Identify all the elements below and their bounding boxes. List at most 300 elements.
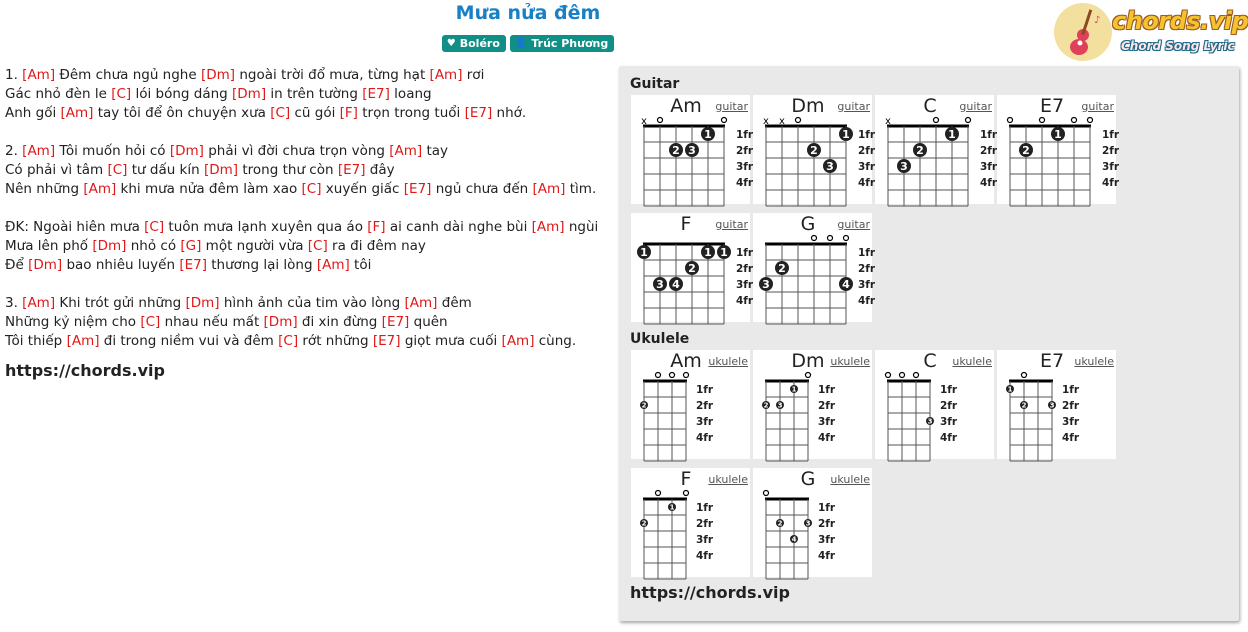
lyric-text: nhớ. [492,105,527,121]
lyric-text: Để [5,257,29,273]
chord-link[interactable]: [E7] [403,181,432,197]
open-string-marker [670,373,675,378]
finger-dot [1048,401,1056,410]
lyric-text: nhỏ có [126,238,181,254]
finger-dot [653,277,667,291]
finger-dot [1019,143,1033,157]
lyric-text: tìm. [565,181,597,197]
fret-label: 3fr [696,534,714,546]
fret-label: 2fr [818,518,836,530]
guitar-chord-am[interactable] [631,95,754,204]
chord-diagram [631,213,754,322]
fret-label: 1fr [696,502,714,514]
open-string-marker [658,118,663,123]
chord-type-link[interactable]: guitar [715,218,748,231]
svg-text:4: 4 [791,535,797,544]
guitar-logo-icon [1054,3,1112,61]
chord-link[interactable]: [C] [301,181,322,197]
finger-dot [1006,385,1014,394]
fret-label: 2fr [736,263,754,275]
finger-dot [790,535,798,544]
artist-label: Trúc Phương [531,37,609,50]
finger-dot [776,401,784,410]
chord-link[interactable]: [F] [339,105,358,121]
lyric-text: rơi [462,67,485,83]
fret-label: 2fr [1062,400,1080,412]
lyric-text: Tôi muốn hỏi có [55,143,170,159]
fret-label: 2fr [1102,145,1120,157]
chord-link[interactable]: [C] [307,238,328,254]
lyric-text: 2. [5,143,23,159]
chord-link[interactable]: [E7] [337,162,366,178]
fret-label: 2fr [980,145,998,157]
chord-name: F [680,468,692,490]
lyric-text: tay [422,143,449,159]
open-string-marker [812,236,817,241]
svg-text:3: 3 [656,278,664,291]
fret-label: 1fr [736,247,754,259]
fret-label: 3fr [818,534,836,546]
fret-label: 2fr [696,518,714,530]
chord-diagram [875,95,998,204]
fret-label: 3fr [940,416,958,428]
lyric-text: nhau nếu mất [160,314,264,330]
finger-dot [717,245,731,259]
ukulele-chord-e7[interactable] [997,350,1116,459]
lyric-text: tư dấu kín [127,162,204,178]
open-string-marker [886,373,891,378]
lyric-text: tay tôi để ôn chuyện xưa [93,105,271,121]
chord-link[interactable]: [Am] [22,67,56,83]
open-string-marker [684,491,689,496]
fret-label: 4fr [940,432,958,444]
chord-type-link[interactable]: ukulele [830,355,870,368]
fret-label: 3fr [1102,161,1120,173]
chord-link[interactable]: [C] [270,105,291,121]
chord-name: Dm [791,95,825,117]
chord-link[interactable]: [Dm] [203,162,239,178]
svg-text:1: 1 [704,128,712,141]
fret-label: 1fr [818,502,836,514]
finger-dot [807,143,821,157]
lyric-text: ngoài trời đổ mưa, từng hạt [235,67,430,83]
open-string-marker [1072,118,1077,123]
fret-label: 2fr [736,145,754,157]
open-string-marker [722,118,727,123]
chord-type-link[interactable]: guitar [715,100,748,113]
finger-dot [685,143,699,157]
lyric-text: Anh gối [5,105,61,121]
ukulele-chord-dm[interactable] [753,350,872,459]
fret-label: 4fr [1102,177,1120,189]
song-tags [0,35,1056,52]
open-string-marker [828,236,833,241]
svg-text:4: 4 [842,278,850,291]
finger-dot [640,401,648,410]
fret-label: 3fr [858,161,876,173]
user-icon: 👤 [514,38,528,49]
finger-dot [926,417,934,426]
lyric-text: 1. [5,67,23,83]
finger-dot [640,519,648,528]
open-string-marker [1008,118,1013,123]
chord-link[interactable]: [Am] [60,105,94,121]
chord-type-link[interactable]: ukulele [830,473,870,486]
svg-text:1: 1 [842,128,850,141]
chord-link[interactable]: [Dm] [200,67,236,83]
svg-text:3: 3 [826,160,834,173]
lyric-text: xuyến giấc [321,181,404,197]
fret-label: 2fr [818,400,836,412]
svg-text:1: 1 [669,503,675,512]
chord-diagram [997,95,1120,204]
finger-dot [701,127,715,141]
genre-label: Boléro [459,37,500,50]
chord-link[interactable]: [Dm] [185,295,220,311]
fret-label: 3fr [1062,416,1080,428]
muted-string-marker: x [763,116,769,127]
lyric-text: ngủ chưa đến [431,181,533,197]
finger-dot [1020,401,1028,410]
lyric-line [5,237,610,256]
chord-link[interactable]: [Am] [532,181,566,197]
svg-text:2: 2 [810,144,818,157]
lyric-text: Có phải vì tâm [5,162,108,178]
svg-text:2: 2 [688,262,696,275]
chord-link[interactable]: [F] [367,219,386,235]
svg-text:1: 1 [948,128,956,141]
ukulele-chord-am[interactable] [631,350,750,459]
chord-link[interactable]: [C] [140,314,161,330]
ukulele-title: Ukulele [630,331,690,347]
fret-label: 4fr [736,295,754,307]
chord-name: F [680,213,692,235]
open-string-marker [656,373,661,378]
chord-type-link[interactable]: guitar [837,218,870,231]
fret-label: 4fr [736,177,754,189]
svg-text:4: 4 [672,278,680,291]
open-string-marker [900,373,905,378]
lyric-text: Những kỷ niệm cho [5,314,141,330]
finger-dot [775,261,789,275]
finger-dot [637,245,651,259]
chord-type-link[interactable]: ukulele [708,355,748,368]
fret-label: 4fr [858,177,876,189]
svg-text:♪: ♪ [1094,15,1101,26]
lyric-text: ngùi [564,219,599,235]
finger-dot [759,277,773,291]
lyric-text: 3. [5,295,23,311]
svg-text:3: 3 [900,160,908,173]
ukulele-chord-g[interactable] [753,468,872,577]
fret-label: 1fr [1062,384,1080,396]
lyric-line [5,332,610,351]
stanza-gap [5,275,610,294]
guitar-chord-e7[interactable] [997,95,1120,204]
fret-label: 3fr [980,161,998,173]
open-string-marker [1088,118,1093,123]
lyric-text: đi xin đừng [297,314,382,330]
lyric-line [5,142,610,161]
chord-link[interactable]: [E7] [179,257,207,273]
finger-dot [897,159,911,173]
lyric-line [5,256,610,275]
chord-link[interactable]: [C] [107,162,128,178]
svg-text:2: 2 [1022,144,1030,157]
chord-diagram [631,468,750,577]
chord-link[interactable]: [Am] [22,295,56,311]
chord-name: E7 [1039,350,1065,372]
svg-text:2: 2 [641,401,647,410]
lyric-text: Đêm chưa ngủ nghe [55,67,201,83]
chord-panel [619,66,1239,621]
fret-label: 2fr [696,400,714,412]
fret-label: 1fr [858,129,876,141]
svg-text:1: 1 [720,246,728,259]
lyric-text: tuôn mưa lạnh xuyên qua áo [164,219,368,235]
finger-dot [945,127,959,141]
fret-label: 2fr [858,263,876,275]
svg-text:2: 2 [672,144,680,157]
fret-label: 4fr [818,550,836,562]
chord-link[interactable]: [Dm] [263,314,298,330]
finger-dot [913,143,927,157]
artist-tag[interactable] [510,35,614,52]
svg-text:2: 2 [1021,401,1027,410]
stanza-gap [5,199,610,218]
chord-name: Am [670,95,702,117]
lyric-text: in trên tường [266,86,363,102]
svg-text:2: 2 [763,401,769,410]
fret-label: 3fr [736,279,754,291]
finger-dot [804,519,812,528]
chord-link[interactable]: [G] [180,238,202,254]
chord-link[interactable]: [Dm] [169,143,204,159]
chord-link[interactable]: [Am] [531,219,565,235]
lyric-text: trọn trong tuổi [357,105,465,121]
stanza-gap [5,123,610,142]
chord-type-link[interactable]: guitar [837,100,870,113]
fret-label: 2fr [858,145,876,157]
svg-text:3: 3 [927,417,933,426]
chord-name: C [923,95,937,117]
lyric-line [5,180,610,199]
fret-label: 1fr [818,384,836,396]
chord-diagram [753,468,872,577]
svg-text:2: 2 [777,519,783,528]
lyric-text: ĐK: Ngoài hiên mưa [5,219,145,235]
lyric-text: loang [389,86,432,102]
open-string-marker [844,236,849,241]
chord-link[interactable]: [E7] [362,86,390,102]
chord-link[interactable]: [E7] [381,314,410,330]
guitar-chord-f[interactable] [631,213,754,322]
svg-text:3: 3 [805,519,811,528]
lyric-text: quên [409,314,448,330]
lyric-line [5,66,610,85]
muted-string-marker: x [641,116,647,127]
chord-diagram [753,95,876,204]
fret-label: 4fr [1062,432,1080,444]
svg-text:2: 2 [916,144,924,157]
chord-link[interactable]: [Am] [501,333,535,349]
open-string-marker [796,118,801,123]
ukulele-chord-c[interactable] [875,350,994,459]
chord-type-link[interactable]: ukulele [708,473,748,486]
open-string-marker [806,373,811,378]
chord-link[interactable]: [C] [144,219,165,235]
chord-link[interactable]: [Dm] [28,257,63,273]
lyric-text: giọt mưa cuối [400,333,502,349]
chord-name: E7 [1039,95,1065,117]
chord-link[interactable]: [Dm] [232,86,267,102]
lyric-text: Tôi thiếp [5,333,67,349]
song-title: Mưa nửa đêm [455,2,601,24]
lyric-text: rớt những [298,333,373,349]
open-string-marker [684,373,689,378]
chord-name: Am [670,350,702,372]
muted-string-marker: x [779,116,785,127]
site-url[interactable]: https://chords.vip [5,361,165,380]
lyric-text: đi trong niềm vui và đêm [99,333,279,349]
fret-label: 4fr [696,432,714,444]
svg-text:3: 3 [1049,401,1055,410]
chord-link[interactable]: [Am] [316,257,350,273]
chord-link[interactable]: [Am] [22,143,56,159]
finger-dot [839,127,853,141]
svg-text:3: 3 [762,278,770,291]
lyric-line [5,218,610,237]
fret-label: 3fr [818,416,836,428]
muted-string-marker: x [885,116,891,127]
fret-label: 3fr [696,416,714,428]
finger-dot [685,261,699,275]
svg-text:1: 1 [791,385,797,394]
fret-label: 4fr [980,177,998,189]
genre-tag[interactable] [442,35,506,52]
ukulele-chord-f[interactable] [631,468,750,577]
chord-diagram [875,350,994,459]
lyric-text: hình ảnh của tim vào lòng [219,295,405,311]
lyric-text: Gác nhỏ đèn le [5,86,112,102]
lyric-text: đêm [437,295,472,311]
chord-name: Dm [791,350,825,372]
lyric-text: trong thư còn [238,162,338,178]
guitar-chord-g[interactable] [753,213,876,322]
guitar-chord-c[interactable] [875,95,998,204]
svg-text:1: 1 [640,246,648,259]
chord-type-link[interactable]: guitar [1081,100,1114,113]
fret-label: 4fr [696,550,714,562]
lyric-line [5,313,610,332]
lyric-text: thương lại lòng [206,257,317,273]
logo-text: chords.vip [1112,7,1248,35]
open-string-marker [934,118,939,123]
fret-label: 1fr [1102,129,1120,141]
lyric-line [5,161,610,180]
svg-text:1: 1 [1054,128,1062,141]
lyric-text: phải vì đời chưa trọn vòng [203,143,390,159]
lyric-text: Nên những [5,181,84,197]
finger-dot [762,401,770,410]
heart-icon: ♥ [446,38,456,49]
chord-type-link[interactable]: ukulele [1074,355,1114,368]
logo-subtitle: Chord Song Lyric [1121,39,1235,53]
chord-link[interactable]: [E7] [464,105,493,121]
chord-diagram [631,95,754,204]
chord-link[interactable]: [Am] [83,181,117,197]
finger-dot [823,159,837,173]
chord-link[interactable]: [C] [278,333,299,349]
lyric-text: Khi trót gửi những [55,295,186,311]
guitar-title: Guitar [630,76,680,92]
lyric-text: cùng. [534,333,577,349]
fret-label: 3fr [736,161,754,173]
chord-diagram [753,213,876,322]
chord-diagram [753,350,872,459]
fret-label: 4fr [858,295,876,307]
svg-text:3: 3 [777,401,783,410]
fret-label: 1fr [940,384,958,396]
open-string-marker [1022,373,1027,378]
site-logo[interactable] [1054,3,1248,63]
open-string-marker [764,491,769,496]
chord-link[interactable]: [Am] [66,333,100,349]
chord-type-link[interactable]: guitar [959,100,992,113]
fret-label: 4fr [818,432,836,444]
chord-link[interactable]: [Am] [389,143,423,159]
fret-label: 1fr [858,247,876,259]
lyric-text: khi mưa nửa đêm làm xao [116,181,302,197]
svg-text:1: 1 [704,246,712,259]
svg-text:1: 1 [1007,385,1013,394]
lyric-text: một người vừa [201,238,308,254]
svg-text:3: 3 [688,144,696,157]
chord-link[interactable]: [Am] [404,295,438,311]
guitar-chord-dm[interactable] [753,95,876,204]
lyric-text: Mưa lên phố [5,238,93,254]
chord-link[interactable]: [Dm] [92,238,127,254]
lyric-text: cũ gói [290,105,340,121]
panel-site-url[interactable]: https://chords.vip [630,583,790,602]
svg-text:2: 2 [778,262,786,275]
svg-text:2: 2 [641,519,647,528]
lyric-line [5,104,610,123]
chord-link[interactable]: [E7] [372,333,401,349]
fret-label: 1fr [696,384,714,396]
finger-dot [839,277,853,291]
chord-name: G [800,213,816,235]
lyric-text: ra đi đêm nay [327,238,426,254]
chord-type-link[interactable]: ukulele [952,355,992,368]
fret-label: 2fr [940,400,958,412]
finger-dot [790,385,798,394]
finger-dot [701,245,715,259]
chord-diagram [631,350,750,459]
finger-dot [669,143,683,157]
lyrics [5,66,610,380]
lyric-text: đây [365,162,395,178]
fret-label: 1fr [736,129,754,141]
chord-link[interactable]: [C] [111,86,132,102]
chord-link[interactable]: [Am] [429,67,463,83]
finger-dot [1051,127,1065,141]
fret-label: 1fr [980,129,998,141]
chord-name: G [800,468,816,490]
open-string-marker [1040,118,1045,123]
finger-dot [669,277,683,291]
finger-dot [668,503,676,512]
